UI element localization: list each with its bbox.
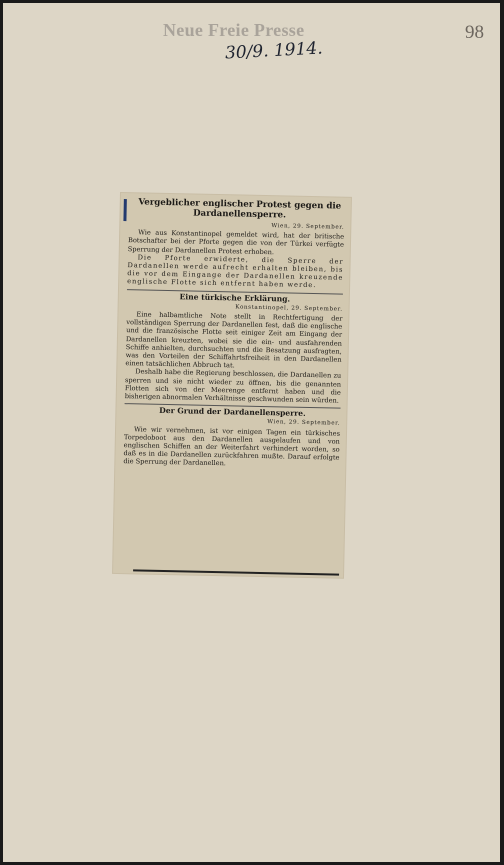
dateline: Wien, 29. September. xyxy=(267,419,341,428)
newspaper-clipping xyxy=(113,193,351,578)
page-number: 98 xyxy=(465,22,484,43)
section-heading: Der Grund der Dardanellensperre. xyxy=(124,403,340,419)
archive-sheet xyxy=(3,3,500,862)
clipping-headline: Vergeblicher englischer Protest gegen die Dardanellensperre. xyxy=(138,197,342,221)
blue-margin-mark xyxy=(123,199,126,221)
section-heading: Eine türkische Erklärung. xyxy=(127,289,343,305)
article-paragraph: Die Pforte erwiderte, die Sperre der Dardanellen werde aufrecht erhalten bleiben, bis die vor dem Eingange der Dardanellen kreuzende englische Flotte sich entfernt haben werde. xyxy=(127,253,344,290)
bottom-rule xyxy=(133,569,339,575)
dateline: Wien, 29. September. xyxy=(271,223,345,231)
publication-name: Neue Freie Presse xyxy=(163,20,305,40)
article-paragraph: Wie wir vernehmen, ist vor einigen Tagen ein türkisches Torpedoboot aus den Dardanellen ausgelaufen und von englischen Schiffen an der Weiterfahrt verhindert worden, so daß es in die Dardanellen zurückfahren mußte. Darauf erfolgte die Sperrung der Dardanellen. xyxy=(123,424,341,468)
article-paragraph: Deshalb habe die Regierung beschlossen, die Dardanellen zu sperren und sie nicht wieder zu öffnen, bis die genannten Flotten sich von der Meerenge entfernt haben und die bisherigen abnormalen Verhältnisse geschwunden sein würden. xyxy=(124,367,342,405)
article-paragraph: Eine halbamtliche Note stellt in Rechtfertigung der vollständigen Sperrung der Dardanellen fest, daß die englische und die französische Flotte seit einiger Zeit am Eingang der Dardanellen kreuzten, wobei sie die ein- und ausfahrenden Schiffe anhielten, durchsuchten und die Besatzung ausfragten, was den Vorteilen der Schiffahrtsfreiheit in den Dardanellen einen tatsächlichen Abbruch tat. xyxy=(125,310,343,370)
handwritten-date: 30/9. 1914. xyxy=(224,38,324,64)
article-paragraph: Wie aus Konstantinopel gemeldet wird, hat der britische Botschafter bei der Pforte gegen die von der Türkei verfügte Sperrung der Dardanellen Protest erhoben. xyxy=(127,228,345,256)
dateline: Konstantinopel, 29. September. xyxy=(235,304,343,313)
